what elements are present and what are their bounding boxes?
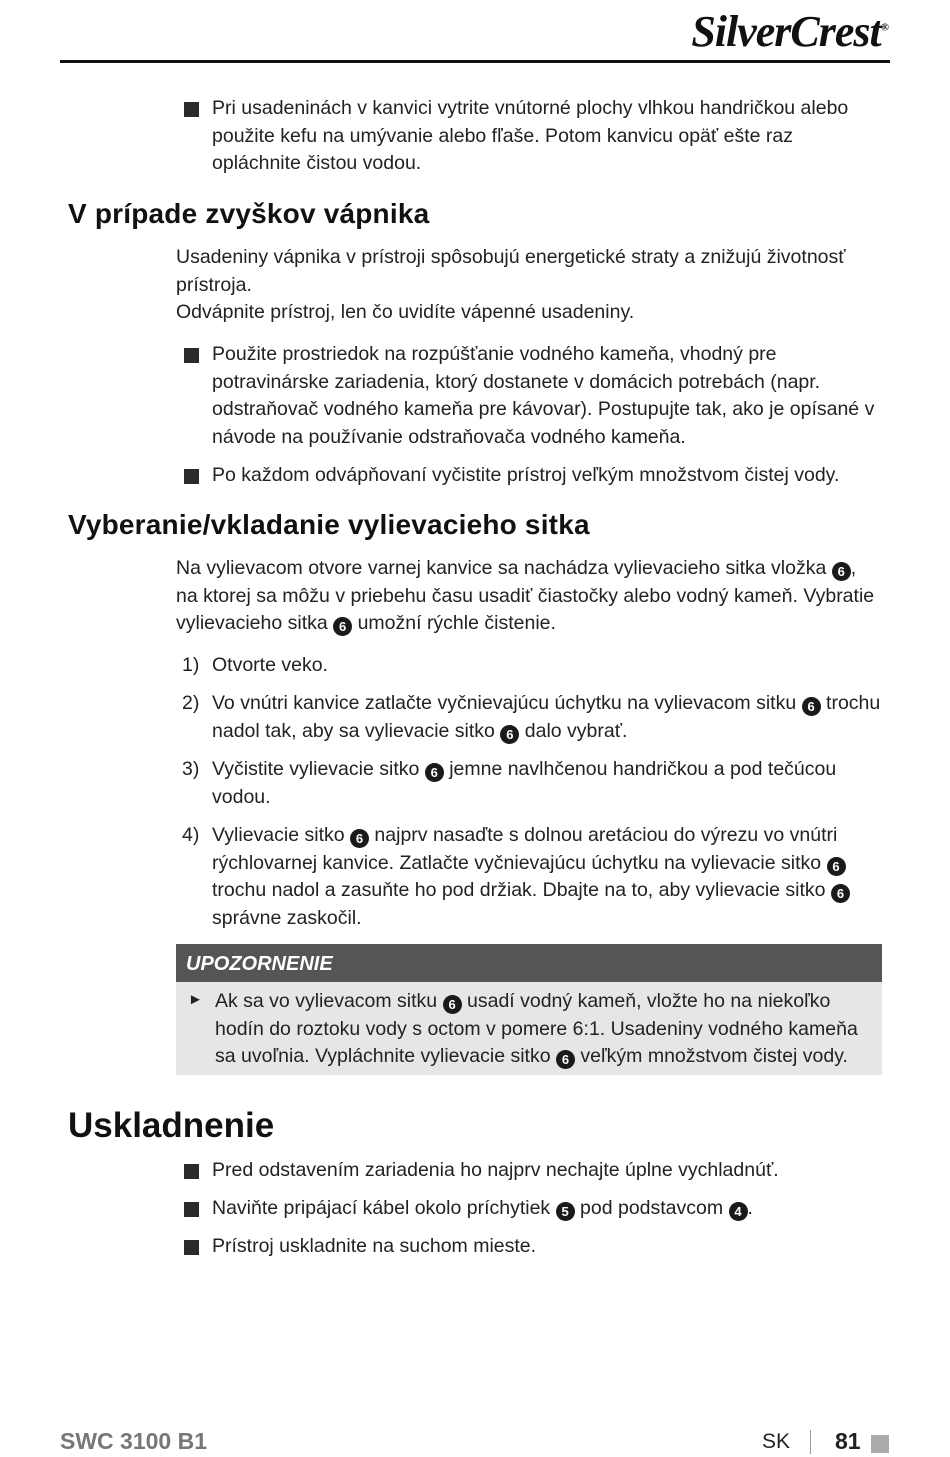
bullet-square-icon (184, 469, 199, 484)
ref-6-badge: 6 (443, 995, 462, 1014)
ref-6-badge: 6 (500, 725, 519, 744)
ref-6-badge: 6 (425, 763, 444, 782)
notice-title: UPOZORNENIE (176, 944, 882, 982)
filter-intro-paragraph: Na vylievacom otvore varnej kanvice sa nachádza vylievacieho sitka vložka 6 , na ktorej sa môžu v priebehu času usadiť čiastočky alebo vodný kameň. Vybratie vylievacieho sitka 6 umožní rýchle čistenie. (176, 557, 875, 635)
header-rule (60, 60, 890, 63)
step-2: 2) Vo vnútri kanvice zatlačte vyčnievajúcu úchytku na vylievacom sitku 6 trochu nadol tak, aby sa vylievacie sitko 6 dalo vybrať. (182, 692, 881, 742)
bullet-square-icon (184, 1164, 199, 1179)
bullet-square-icon (184, 1202, 199, 1217)
ref-4-badge: 4 (729, 1202, 748, 1221)
footer-language: SK (762, 1430, 791, 1453)
footer-square-icon (871, 1435, 889, 1453)
limescale-bullet-1: Použite prostriedok na rozpúšťanie vodného kameňa, vhodný pre potravinárske zariadenia, ktorý dostanete v domácich potrebách (napr. odstraňovač vodného kameňa pre kávovar). Postupujte tak, ako je opísané v návode na používanie odstraňovača vodného kameňa. (184, 341, 884, 452)
ref-6-badge: 6 (831, 884, 850, 903)
limescale-bullet-2: Po každom odvápňovaní vyčistite prístroj veľkým množstvom čistej vody. (184, 462, 884, 490)
limescale-paragraph: Usadeniny vápnika v prístroji spôsobujú energetické straty a znižujú životnosť prístroja. Odvápnite prístroj, len čo uvidíte vápenné usadeniny. (176, 246, 846, 324)
storage-bullet-2: Naviňte pripájací kábel okolo príchytiek 5 pod podstavcom 4 . (184, 1195, 884, 1223)
section-title-filter: Vyberanie/vkladanie vylievacieho sitka (68, 509, 590, 540)
arrow-right-icon: ► (188, 991, 203, 1008)
ref-6-badge: 6 (802, 697, 821, 716)
notice-box (176, 944, 882, 1075)
ref-6-badge: 6 (556, 1050, 575, 1069)
section-title-storage: Uskladnenie (68, 1106, 275, 1145)
page-number: 81 (835, 1428, 861, 1454)
footer-model: SWC 3100 B1 (60, 1428, 208, 1454)
bullet-square-icon (184, 1240, 199, 1255)
notice-text: Ak sa vo vylievacom sitku 6 usadí vodný kameň, vložte ho na niekoľko hodín do roztoku vody s octom v pomere 6:1. Usadeniny vodného kameňa sa uvoľnia. Vypláchnite vylievacie sitko 6 veľkým množstvom čistej vody. (215, 990, 858, 1068)
brand-logo: SilverCrest® (691, 7, 888, 56)
ref-6-badge: 6 (333, 617, 352, 636)
bullet-square-icon (184, 348, 199, 363)
section-title-limescale: V prípade zvyškov vápnika (68, 198, 430, 229)
ref-6-badge: 6 (827, 857, 846, 876)
storage-bullet-1: Pred odstavením zariadenia ho najprv nechajte úplne vychladnúť. (184, 1157, 884, 1185)
ref-6-badge: 6 (832, 562, 851, 581)
step-4: 4) Vylievacie sitko 6 najprv nasaďte s dolnou aretáciou do výrezu vo vnútri rýchlovarnej kanvice. Zatlačte vyčnievajúcu úchytku na vylievacie sitko 6 trochu nadol a zasuňte ho pod držiak. Dbajte na to, aby vylievacie sitko 6 správne zaskočil. (182, 822, 882, 933)
intro-bullet: Pri usadeninách v kanvici vytrite vnútorné plochy vlhkou handričkou alebo použite kefu na umývanie alebo fľaše. Potom kanvicu opäť ešte raz opláchnite čistou vodou. (184, 95, 884, 178)
bullet-square-icon (184, 102, 199, 117)
storage-bullet-3: Prístroj uskladnite na suchom mieste. (184, 1233, 884, 1261)
ref-6-badge: 6 (350, 829, 369, 848)
footer-divider (810, 1430, 811, 1454)
step-3: 3) Vyčistite vylievacie sitko 6 jemne navlhčenou handričkou a pod tečúcou vodou. (182, 758, 837, 808)
ref-5-badge: 5 (556, 1202, 575, 1221)
step-1: 1) Otvorte veko. (182, 654, 328, 676)
